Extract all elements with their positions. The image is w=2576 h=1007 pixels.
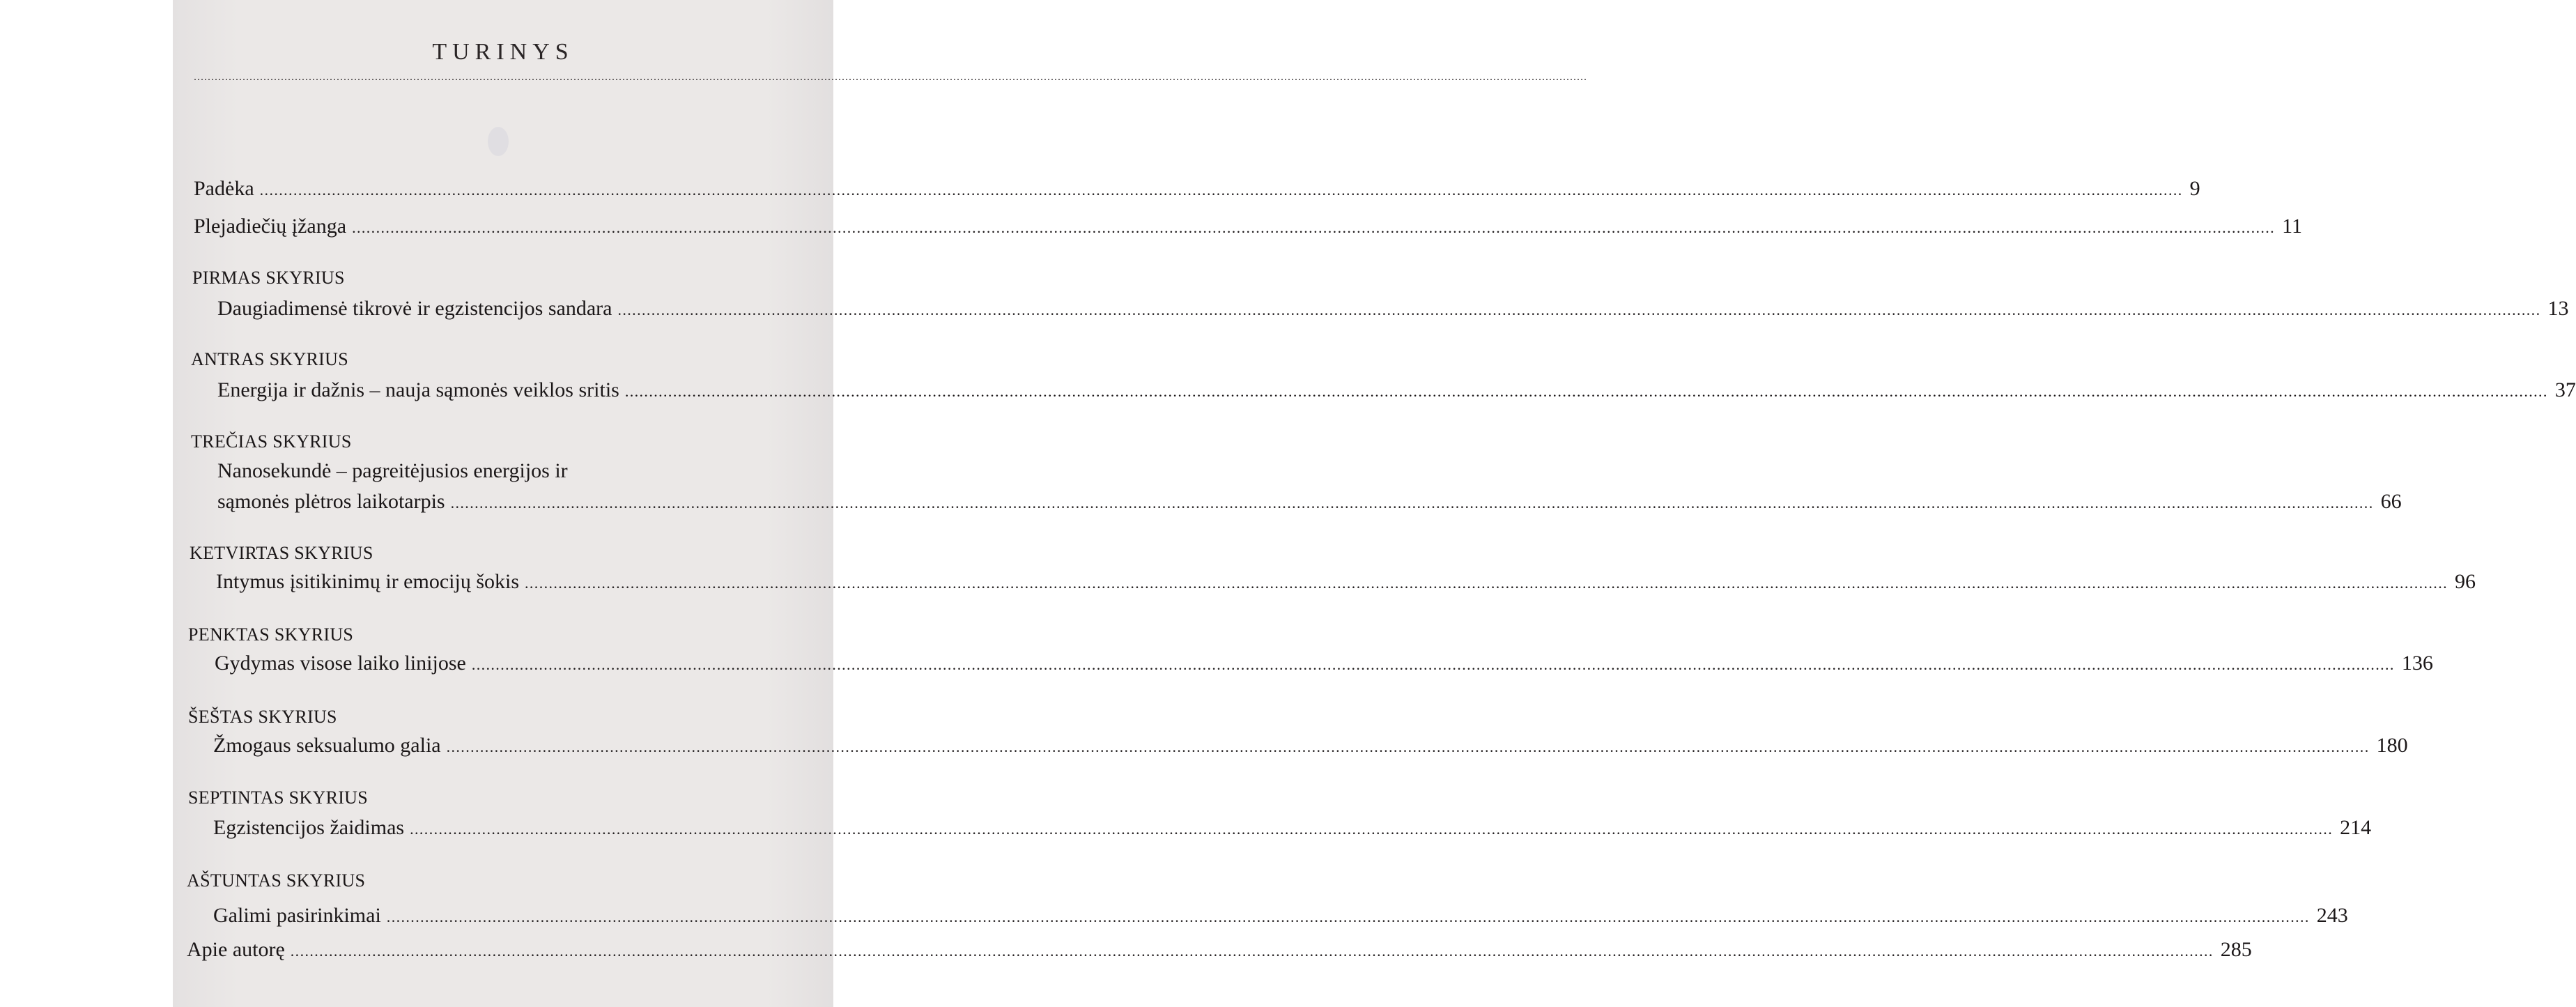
- chapter-heading-5: PENKTAS SKYRIUS: [188, 624, 354, 645]
- dotted-divider: ................................................................................................................................................................................................................................................................................................................................................................................................................: [194, 71, 1587, 83]
- toc-entry-izanga[interactable]: [194, 215, 2302, 238]
- toc-entry-chapter-4[interactable]: [216, 570, 2476, 594]
- chapter-heading-3: TREČIAS SKYRIUS: [191, 431, 352, 452]
- entry-page: 11: [2282, 215, 2302, 238]
- toc-entry-padeka[interactable]: [194, 177, 2200, 201]
- entry-page: 136: [2401, 652, 2433, 675]
- entry-page: 9: [2189, 177, 2200, 200]
- toc-entry-chapter-7[interactable]: [213, 816, 2372, 840]
- dot-leader: ................................................................................................................................................................................................................................................................................................................................................................................................................: [386, 908, 2310, 925]
- entry-label: Intymus įsitikinimų ir emocijų šokis: [216, 570, 519, 593]
- chapter-heading-2: ANTRAS SKYRIUS: [191, 349, 348, 369]
- toc-entry-chapter-6[interactable]: [213, 734, 2408, 758]
- toc-entry-autore[interactable]: [187, 938, 2252, 962]
- chapter-heading-6: ŠEŠTAS SKYRIUS: [188, 707, 337, 727]
- dot-leader: ................................................................................................................................................................................................................................................................................................................................................................................................................: [410, 820, 2334, 838]
- entry-page: 285: [2220, 938, 2252, 961]
- entry-page: 243: [2316, 904, 2348, 927]
- entry-label: sąmonės plėtros laikotarpis: [217, 490, 445, 513]
- entry-label: Daugiadimensė tikrovė ir egzistencijos sandara: [217, 297, 612, 320]
- entry-label: Energija ir dažnis – nauja sąmonės veiklos sritis: [217, 378, 619, 401]
- entry-page: 180: [2376, 734, 2408, 757]
- dot-leader: ................................................................................................................................................................................................................................................................................................................................................................................................................: [525, 574, 2448, 592]
- entry-label: Žmogaus seksualumo galia: [213, 734, 441, 757]
- toc-entry-chapter-2[interactable]: [217, 378, 2576, 402]
- toc-entry-chapter-3[interactable]: [217, 490, 2402, 514]
- entry-label-line1: Nanosekundė – pagreitėjusios energijos ir: [217, 459, 568, 482]
- toc-entry-chapter-1[interactable]: [217, 297, 2569, 321]
- dot-leader: ................................................................................................................................................................................................................................................................................................................................................................................................................: [450, 494, 2374, 512]
- dot-leader: ................................................................................................................................................................................................................................................................................................................................................................................................................: [617, 301, 2541, 318]
- dot-leader: ................................................................................................................................................................................................................................................................................................................................................................................................................: [259, 181, 2183, 199]
- entry-label: Egzistencijos žaidimas: [213, 816, 405, 839]
- dot-leader: ................................................................................................................................................................................................................................................................................................................................................................................................................: [446, 738, 2370, 755]
- entry-label: Padėka: [194, 177, 254, 200]
- entry-page: 96: [2455, 570, 2476, 593]
- book-page: [173, 0, 2576, 1007]
- entry-page: 214: [2340, 816, 2372, 839]
- dot-leader: ................................................................................................................................................................................................................................................................................................................................................................................................................: [624, 383, 2548, 400]
- entry-page: 13: [2547, 297, 2569, 320]
- chapter-heading-4: KETVIRTAS SKYRIUS: [190, 543, 373, 563]
- dot-leader: ................................................................................................................................................................................................................................................................................................................................................................................................................: [290, 942, 2214, 960]
- chapter-heading-8: AŠTUNTAS SKYRIUS: [187, 870, 366, 891]
- ornament-icon: [488, 127, 509, 156]
- page-title: TURINYS: [432, 39, 574, 65]
- chapter-heading-7: SEPTINTAS SKYRIUS: [188, 787, 369, 808]
- dot-leader: ................................................................................................................................................................................................................................................................................................................................................................................................................: [352, 219, 2276, 236]
- entry-page: 66: [2380, 490, 2402, 513]
- entry-label: Apie autorę: [187, 938, 285, 961]
- dot-leader: ................................................................................................................................................................................................................................................................................................................................................................................................................: [471, 656, 2395, 673]
- toc-entry-chapter-8[interactable]: [213, 904, 2348, 928]
- entry-page: 37: [2554, 378, 2576, 401]
- toc-entry-chapter-5[interactable]: [215, 652, 2433, 675]
- entry-label: Galimi pasirinkimai: [213, 904, 381, 927]
- chapter-heading-1: PIRMAS SKYRIUS: [192, 268, 345, 288]
- entry-label: Gydymas visose laiko linijose: [215, 652, 466, 675]
- entry-label: Plejadiečių įžanga: [194, 215, 347, 238]
